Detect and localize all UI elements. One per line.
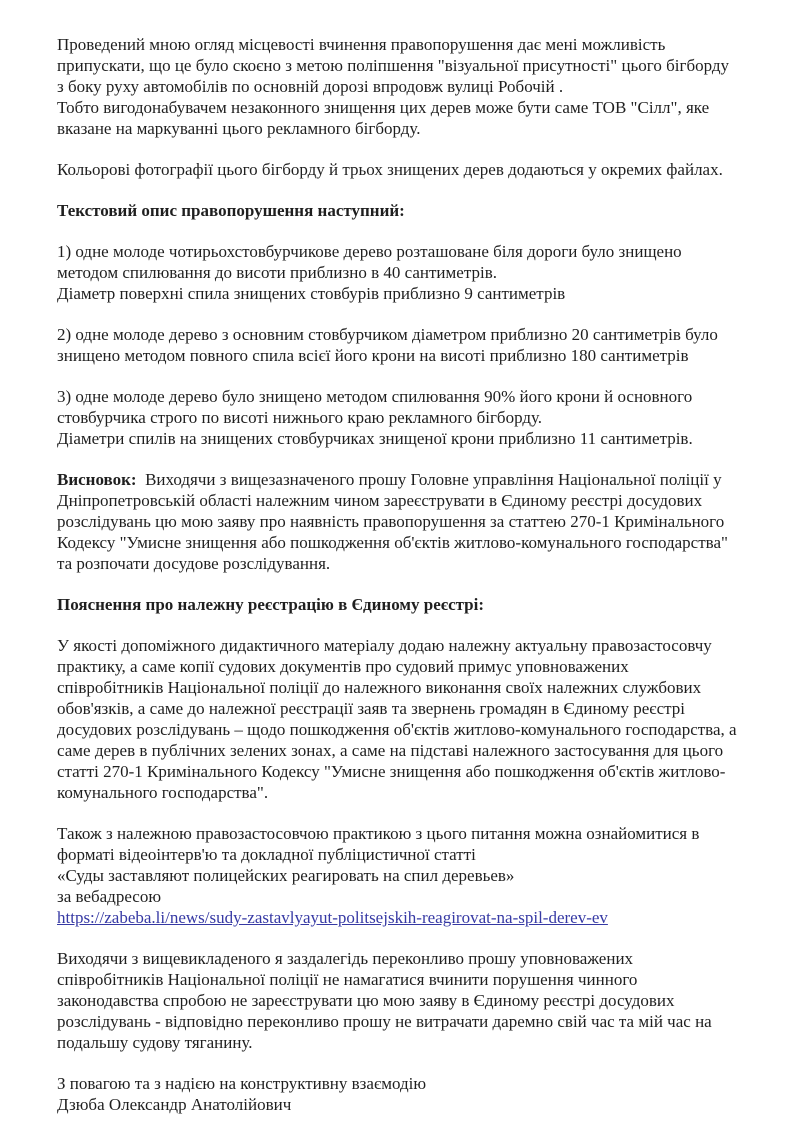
bold-lead: Висновок: bbox=[57, 470, 137, 489]
paragraph bbox=[57, 635, 762, 803]
text-line: форматі відеоінтерв'ю та докладної публіцистичної статті bbox=[57, 845, 476, 864]
text-line: подальшу судову тяганину. bbox=[57, 1033, 253, 1052]
text-line: Текстовий опис правопорушення наступний: bbox=[57, 201, 405, 220]
text-line: З повагою та з надією на конструктивну взаємодію bbox=[57, 1074, 427, 1093]
text-line: Висновок: Виходячи з вищезазначеного прошу Головне управління Національної поліції у bbox=[57, 470, 722, 489]
text-line: розслідувань цю мою заяву про наявність правопорушення за статтею 270-1 Кримінального bbox=[57, 512, 725, 531]
text-line: Пояснення про належну реєстрацію в Єдиному реєстрі: bbox=[57, 595, 485, 614]
text-line: за вебадресою bbox=[57, 887, 162, 906]
text-line: Дзюба Олександр Анатолійович bbox=[57, 1095, 292, 1114]
text-line: Дніпропетровській області належним чином зареєструвати в Єдиному реєстрі досудових bbox=[57, 491, 703, 510]
text-line: У якості допоміжного дидактичного матеріалу додаю належну актуальну правозастосовчу bbox=[57, 636, 712, 655]
paragraph bbox=[57, 948, 762, 1053]
text-line: з боку руху автомобілів по основній дорозі впродовж вулиці Робочій . bbox=[57, 77, 564, 96]
text-line: припускати, що це було скоєно з метою поліпшення "візуальної присутності" цього бігборду bbox=[57, 56, 730, 75]
paragraph bbox=[57, 324, 762, 366]
text-line: Діаметри спилів на знищених стовбурчиках знищеної крони приблизно 11 сантиметрів. bbox=[57, 429, 693, 448]
text-line: Виходячи з вищевикладеного я заздалегідь переконливо прошу уповноважених bbox=[57, 949, 634, 968]
text-line: законодавства спробою не зареєструвати цю мою заяву в Єдиному реєстрі досудових bbox=[57, 991, 675, 1010]
text-line: 3) одне молоде дерево було знищено методом спилювання 90% його крони й основного bbox=[57, 387, 693, 406]
section-heading bbox=[57, 200, 762, 221]
text-line: обов'язків, а саме до належної реєстрації заяв та звернень громадян в Єдиному реєстрі bbox=[57, 699, 685, 718]
text-line: практику, а саме копії судових документів про судовий примус уповноважених bbox=[57, 657, 629, 676]
text-line: Проведений мною огляд місцевості вчинення правопорушення дає мені можливість bbox=[57, 35, 666, 54]
paragraph bbox=[57, 823, 762, 928]
text-line: вказане на маркуванні цього рекламного бігборду. bbox=[57, 119, 421, 138]
text-line: статті 270-1 Кримінального Кодексу "Умисне знищення або пошкодження об'єктів житлово- bbox=[57, 762, 726, 781]
text-line: та розпочати досудове розслідування. bbox=[57, 554, 331, 573]
article-link[interactable]: https://zabeba.li/news/sudy-zastavlyayut-politsejskih-reagirovat-na-spil-derev-ev bbox=[57, 908, 608, 927]
paragraph bbox=[57, 159, 762, 180]
link-line bbox=[57, 907, 762, 928]
text-line: Кольорові фотографії цього бігборду й трьох знищених дерев додаються у окремих файлах. bbox=[57, 160, 723, 179]
paragraph bbox=[57, 1073, 762, 1115]
paragraph bbox=[57, 241, 762, 304]
text-line: методом спилювання до висоти приблизно в 40 сантиметрів. bbox=[57, 263, 497, 282]
text-line: співробітників Національної поліції не намагатися вчинити порушення чинного bbox=[57, 970, 638, 989]
section-heading bbox=[57, 594, 762, 615]
paragraph bbox=[57, 34, 762, 139]
text-line: Кодексу "Умисне знищення або пошкодження об'єктів житлово-комунального господарства" bbox=[57, 533, 728, 552]
text-line: розслідувань - відповідно переконливо прошу не витрачати даремно свій час та мій час на bbox=[57, 1012, 712, 1031]
text-line: 1) одне молоде чотирьохстовбурчикове дерево розташоване біля дороги було знищено bbox=[57, 242, 682, 261]
text-line: комунального господарства". bbox=[57, 783, 269, 802]
text-line: саме дерев в публічних зелених зонах, а саме на підставі належного застосування для цього bbox=[57, 741, 724, 760]
text-line: стовбурчика строго по висоті нижнього краю рекламного бігборду. bbox=[57, 408, 543, 427]
paragraph bbox=[57, 386, 762, 449]
text-line: 2) одне молоде дерево з основним стовбурчиком діаметром приблизно 20 сантиметрів було bbox=[57, 325, 718, 344]
text-line: Тобто вигодонабувачем незаконного знищення цих дерев може бути саме ТОВ "Сілл", яке bbox=[57, 98, 710, 117]
text-line: Також з належною правозастосовчою практикою з цього питання можна ознайомитися в bbox=[57, 824, 700, 843]
text-line: знищено методом повного спила всієї його крони на висоті приблизно 180 сантиметрів bbox=[57, 346, 689, 365]
text-line: співробітників Національної поліції до належного виконання своїх належних службових bbox=[57, 678, 702, 697]
text-line: досудових розслідувань – щодо пошкодження об'єктів житлово-комунального господарства, а bbox=[57, 720, 737, 739]
text-line: «Суды заставляют полицейских реагировать на спил деревьев» bbox=[57, 866, 515, 885]
paragraph bbox=[57, 469, 762, 574]
text-line: Діаметр поверхні спила знищених стовбурів приблизно 9 сантиметрів bbox=[57, 284, 566, 303]
